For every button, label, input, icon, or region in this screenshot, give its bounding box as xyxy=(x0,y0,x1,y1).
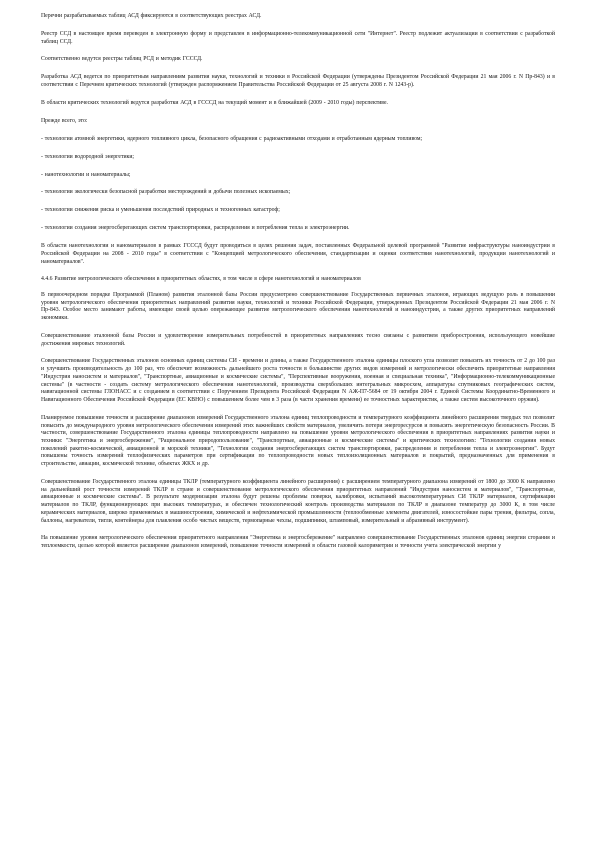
paragraph-priority-directions: Разработка АСД ведется по приоритетным направлениям развития науки, технологий и техники в Российской Федерации (утверждены Президентом Российской Федерации 21 мая 2006 г. N Пр-843) и в соответствии с Перечнем критических технологий (утвержден распоряжением Правительства Российской Федерации от 25 августа 2008 г. N 1243-р). xyxy=(41,74,555,89)
paragraph-registers: Перечни разрабатываемых таблиц АСД фиксируются в соответствующих реестрах АСД. xyxy=(41,13,262,19)
paragraph-nanotech-program: В области нанотехнологии и наноматериалов в рамках ГСССД будут проводиться в целях решения задач, поставленных Федеральной целевой программой "Развитие инфраструктуры наноиндустрии в Российской Федерации на 2008 - 2010 годы" в соответствии с "Концепцией метрологического обеспечения, стандартизации и оценки соответствия нанотехнологий, продукции нанотехнологий и наноматериалов". xyxy=(41,243,555,265)
list-item-nanotechnologies: - нанотехнологии и наноматериалы; xyxy=(41,171,131,178)
paragraph-energy-saving-etalons: На повышение уровня метрологического обеспечения приоритетного направления "Энергетика и энергосбережение" направлено совершенствование Государственных эталонов единиц энергии сгорания и теплоемкости, целью которой является расширение диапазонов измерений, повышение точности измерений в области газовой калориметрии и точности учета электрической энергии у xyxy=(41,535,555,550)
paragraph-time-length-etalons: Совершенствование Государственных эталонов основных единиц системы СИ - времени и длины, а также Государственного эталона единицы плоского угла позволит повысить их точность от 2 до 100 раз и улучшить производительность до 100 раз, что обеспечит возможность дальнейшего роста точности в большинстве других видов измерений и метрологически обеспечить приоритетные направления "Индустрия наносистем и материалов", "Транспортные, авиационные и космические системы", "Перспективные вооружения, военная и специальная техника", "Информационно-телекоммуникационные системы" (в частности - создать систему метрологического обеспечения нанотехнологий, производства сверхбольших интегральных микросхем, аппаратуры спутниковых географических систем, навигационной системы ГЛОНАСС и с созданием в соответствии с Поручением Президента Российской Федерации N АЖ-П7-5684 от 19 октября 2004 г. Единой Системы Координатно-Временного и Навигационного Обеспечения Российской Федерации (ЕС КВНО) с повышением более чем в 3 раза (в части хранения времени) ее точностных характеристик, а также систем высокоточного оружия). xyxy=(41,358,555,403)
paragraph-tklr-etalon: Совершенствование Государственного эталона единицы ТКЛР (температурного коэффициента линейного расширения) с расширением температурного диапазона измерений от 1800 до 3000 К направлено на дальнейший рост точности измерений ТКЛР в стране и совершенствование метрологического обеспечения приоритетных направлений "Индустрия наносистем и материалов", "Транспортные, авиационные и космические системы". В результате модернизации эталона будут решены проблемы поверки, калибровки, испытаний высокотемпературных СИ ТКЛР материалов, сертификации материалов по ТКЛР, функционирующих при высоких температурах, и обеспечен технологический контроль производства материалов по ТКЛР в диапазоне температур до 3000 К, в том числе керамических материалов, широко применяемых в машиностроении, химической и нефтехимической промышленности (теплообменные элементы двигателей, износостойкие пары трения, фильтры, сопла, баллоны, нагреватели, тигли, контейнеры для плавления особо чистых веществ, термопарные чехлы, подшипники, штамповый, измерительный и абразивный инструмент). xyxy=(41,479,555,524)
paragraph-thermal-conductivity: Планируемое повышение точности и расширение диапазонов измерений Государственного эталона единиц теплопроводности и температурного коэффициента линейного расширения твердых тел позволит повысить до международного уровня метрологического обеспечения измерений этих важнейших свойств материалов, увеличить потери энергоресурсов и повысить энергетическую безопасность России. В частности, совершенствование Государственного эталона единицы теплопроводности направлено на повышение уровня метрологического обеспечения в приоритетных направлениях развития науки и техники: "Энергетика и энергосбережение", "Рациональное природопользование", "Транспортные, авиационные и космические системы" и критических технологиях: "Технологии создания новых поколений ракетно-космической, авиационной и морской техники", "Технологии создания энергосберегающих систем транспортировки, распределения и потребления тепла и электроэнергии". Будут повышены точность измерений теплофизических параметров при сертификации по теплопроводности новых теплоизоляционных материалов и покрытий, предназначенных для применения в строительстве, авиации, космической технике, объектах ЖКХ и др. xyxy=(41,414,555,468)
list-item-hydrogen-energy: - технологии водородной энергетики; xyxy=(41,153,135,160)
paragraph-rsd-registers: Соответственно ведутся реестры таблиц РСД и методик ГСССД. xyxy=(41,56,203,63)
list-item-disasters: - технологии снижения риска и уменьшения последствий природных и техногенных катастроф; xyxy=(41,207,280,214)
list-item-nuclear-energy: - технологии атомной энергетики, ядерного топливного цикла, безопасного обращения с радиоактивными отходами и отработанным ядерным топливом; xyxy=(41,135,423,142)
paragraph-ssd-registry: Реестр ССД в настоящее время переведен в электронную форму и представлен в информационно-телекоммуникационной сети "Интернет". Реестр подлежит актуализации в соответствии с разработкой таблиц ССД. xyxy=(41,30,555,45)
list-item-mining: - технологии экологически безопасной разработки месторождений и добычи полезных ископаемых; xyxy=(41,189,291,196)
paragraph-etalon-base-plan: В первоочередном порядке Программой (Планом) развития эталонной базы России предусмотрено совершенствование Государственных первичных эталонов, играющих ведущую роль в повышении уровня метрологического обеспечения приоритетных направлений развития науки, технологий и техники Российской Федерации, утвержденных Президентом Российской Федерации 21 мая 2006 г. N Пр-843. Особое место занимают работы, имеющие своей целью опережающее развитие метрологического обеспечения нанотехнологий и наноиндустрии, а также других приоритетных направлений экономики. xyxy=(41,291,555,321)
section-heading-4-4-6: 4.4.6 Развитие метрологического обеспечения в приоритетных областях, в том числе в сфере нанотехнологий и наноматериалов xyxy=(41,276,361,283)
paragraph-critical-technologies: В области критических технологий ведутся разработки АСД в ГСССД на текущий момент и в ближайшей (2009 - 2010 годы) перспективе. xyxy=(41,99,388,106)
paragraph-first-of-all: Прежде всего, это: xyxy=(41,117,88,124)
list-item-energy-saving: - технологии создания энергосберегающих систем транспортировки, распределения и потребления тепла и электроэнергии. xyxy=(41,225,350,232)
paragraph-instrument-making: Совершенствование эталонной базы России и удовлетворение измерительных потребностей в приоритетных направлениях тесно связаны с развитием приборостроения, использующего новейшие достижения мировых технологий. xyxy=(41,332,555,347)
